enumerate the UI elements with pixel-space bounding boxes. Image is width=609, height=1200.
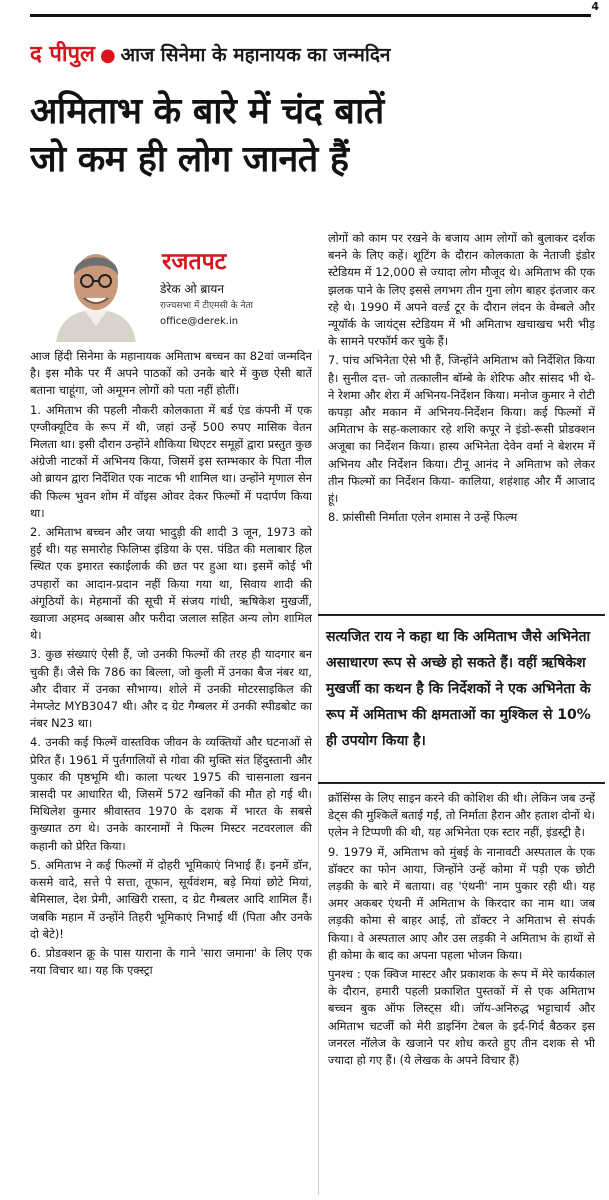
paragraph: 8. फ्रांसीसी निर्माता एलेन शमास ने उन्हें फिल्म	[328, 510, 518, 525]
author-photo	[50, 236, 142, 342]
kicker-dot: ●	[99, 45, 116, 66]
paragraph: पुनश्च : एक क्विज मास्टर और प्रकाशक के रूप में मेरे कार्यकाल के दौरान, हमारी पहली प्रकाशित पुस्तकों में से एक अमिताभ बच्चन बुक ऑफ लिस्ट्स थी। जॉय-अनिरुद्ध भट्टाचार्य और अमिताभ चटर्जी को मेरी डाइनिंग टेबल के इर्द-गिर्द बैठकर इस जनरल नॉलेज के खजाने पर शोध करते हुए तीन दशक से भी ज्यादा हो गए हैं। (ये लेखक के अपने विचार हैं)	[328, 967, 595, 1068]
paragraph: 4. उनकी कई फिल्में वास्तविक जीवन के व्यक्तियों और घटनाओं से प्रेरित हैं। 1961 में पुर्तगालियों से गोवा की मुक्ति संत हिंदुस्तानी और पुकार की पृष्ठभूमि थी। काला पत्थर 1975 की चासनाला खनन त्रासदी पर आधारित थी, जिसमें 572 खनिकों की मौत हो गई थी। मिथिलेश कुमार श्रीवास्तव 1970 के दशक में भारत के सबसे कुख्यात ठग थे। उनके कारनामों ने फिल्म मिस्टर नटवरलाल की कहानी को प्रेरित किया।	[30, 735, 312, 853]
page-number: 4	[591, 0, 599, 13]
paragraph: 5. अमिताभ ने कई फिल्मों में दोहरी भूमिकाएं निभाई हैं। इनमें डॉन, कसमे वादे, सत्ते पे सत्ता, तूफान, सूर्यवंशम, बड़े मियां छोटे मियां, बेमिसाल, देश प्रेमी, आखिरी रास्ता, द ग्रेट गैम्बलर आदि शामिल हैं। जबकि महान में उन्होंने तिहरी भूमिकाएं निभाई थीं (पिता और उनके दो बेटे)!	[30, 857, 312, 941]
paragraph: 7. पांच अभिनेता ऐसे भी हैं, जिन्होंने अमिताभ को निर्देशित किया है। सुनील दत्त- जो तत्कालीन बॉम्बे के शेरिफ और सांसद भी थे- ने रेशमा और शेरा में अभिनय-निर्देशन किया। मनोज कुमार ने रोटी कपड़ा और मकान में अभिनय-निर्देशन किया। कई फिल्मों में अमिताभ के सह-कलाकार रहे शशि कपूर ने इंडो-रूसी प्रोडक्शन अजूबा का निर्देशन किया। हास्य अभिनेता देवेन वर्मा ने बेशरम में अभिनय और निर्देशन किया। टीनू आनंद ने अमिताभ को लेकर तीन फिल्मों का निर्देशन किया- कालिया, शहंशाह और मैं आजाद हूं।	[328, 353, 595, 506]
article-left-column	[30, 348, 312, 1194]
author-name: डेरेक ओ ब्रायन	[160, 282, 225, 296]
kicker-text: आज सिनेमा के महानायक का जन्मदिन	[120, 44, 391, 66]
column-name: रजतपट	[162, 249, 227, 275]
article-right-column-bottom	[328, 790, 595, 1195]
paragraph: 3. कुछ संख्याएं ऐसी हैं, जो उनकी फिल्मों की तरह ही यादगार बन चुकी हैं। जैसे कि 786 का बिल्ला, जो कुली में उनका बैज नंबर था, और दीवार में उनका सौभाग्य। शोले में उनकी मोटरसाइकिल की नेमप्लेट MYB3047 थी। और द ग्रेट गैम्बलर में उनकी स्पीडबोट का नंबर N23 था।	[30, 647, 312, 731]
author-email: office@derek.in	[160, 316, 239, 327]
kicker-brand: द पीपुल	[30, 42, 95, 67]
top-rule	[30, 14, 591, 17]
columnist-byline	[30, 236, 315, 342]
article-right-column-top	[328, 230, 595, 608]
paragraph: क्रॉसिंग्स के लिए साइन करने की कोशिश की थी। लेकिन जब उन्हें डेट्स की मुश्किलें बताई गईं, तो निर्माता हैरान और हताश दोनों थे। एलेन ने टिप्पणी की थी, यह अभिनेता एक स्टार नहीं, इंडस्ट्री है।	[328, 791, 595, 840]
paragraph: लोगों को काम पर रखने के बजाय आम लोगों को बुलाकर दर्शक बनने के लिए कहें। शूटिंग के दौरान कोलकाता के नेताजी इंडोर स्टेडियम में 12,000 से ज्यादा लोग मौजूद थे। अमिताभ की एक झलक पाने के लिए इससे लगभग तीन गुना लोग बाहर इंतजार कर रहे थे। 1990 में अपने वर्ल्ड टूर के दौरान लंदन के वेम्बले और न्यूयॉर्क के जायंट्स स्टेडियम में भी अमिताभ खचाखच भरी भीड़ के सामने परफॉर्म कर चुके हैं।	[328, 231, 595, 349]
paragraph: 9. 1979 में, अमिताभ को मुंबई के नानावटी अस्पताल के एक डॉक्टर का फोन आया, जिन्होंने उन्हें कोमा में पड़ी एक छोटी लड़की के बारे में बताया। वह 'एंथनी' नाम पुकार रही थी। यह अमर अकबर एंथनी में अमिताभ के किरदार का नाम था। जब लड़की कोमा से बाहर आई, तो डॉक्टर ने अमिताभ से संपर्क किया। वे अस्पताल आए और उस लड़की ने अमिताभ के हाथों से ही कोमा के बाद का अपना पहला भोजन किया।	[328, 844, 595, 962]
paragraph: 2. अमिताभ बच्चन और जया भादुड़ी की शादी 3 जून, 1973 को हुई थी। यह समारोह फिलिप्स इंडिया के एस. पंडित की मलाबार हिल स्थित एक इमारत स्काईलार्क की छत पर हुआ था। इसमें कोई भी उपहारों का आदान-प्रदान नहीं किया गया था, सिवाय शादी की अंगूठियों के। मेहमानों की सूची में संजय गांधी, ऋषिकेश मुखर्जी, ख्वाजा अहमद अब्बास और फरीदा जलाल सहित अन्य लोग शामिल थे।	[30, 525, 312, 643]
paragraph: आज हिंदी सिनेमा के महानायक अमिताभ बच्चन का 82वां जन्मदिन है। इस मौके पर मैं अपने पाठकों को उनके बारे में कुछ ऐसी बातें बताना चाहूंगा, जो अमूमन लोगों को पता नहीं होतीं।	[30, 349, 312, 398]
headline-line-1: अमिताभ के बारे में चंद बातें	[30, 91, 384, 132]
headline-line-2: जो कम ही लोग जानते हैं	[30, 139, 349, 180]
paragraph: 6. प्रोडक्शन क्रू के पास याराना के गाने 'सारा जमाना' के लिए एक नया विचार था। यह कि एक्स्ट्रा	[30, 945, 312, 978]
paragraph: 1. अमिताभ की पहली नौकरी कोलकाता में बर्ड एंड कंपनी में एक एग्जीक्यूटिव के रूप में थी, जहां उन्हें 500 रुपए मासिक वेतन मिलता था। इसी दौरान उन्होंने शौकिया थिएटर समूहों द्वारा प्रस्तुत कुछ अंग्रेजी नाटकों में अभिनय किया, जिसमें इस स्तम्भकार के पिता नील ओ ब्रायन द्वारा निर्देशित एक नाटक भी शामिल था। उन्होंने मृणाल सेन की फिल्म भुवन शोम में वॉइस ओवर देकर फिल्मों में पदार्पण किया था।	[30, 402, 312, 520]
pull-quote: सत्यजित राय ने कहा था कि अमिताभ जैसे अभिनेता असाधारण रूप से अच्छे हो सकते हैं। वहीं ऋषिकेश मुखर्जी का कथन है कि निर्देशकों ने एक अभिनेता के रूप में अमिताभ की क्षमताओं का मुश्किल से 10% ही उपयोग किया है।	[318, 614, 605, 784]
headline	[30, 88, 595, 184]
author-role: राज्यसभा में टीएमसी के नेता	[160, 301, 253, 311]
kicker	[30, 38, 590, 68]
